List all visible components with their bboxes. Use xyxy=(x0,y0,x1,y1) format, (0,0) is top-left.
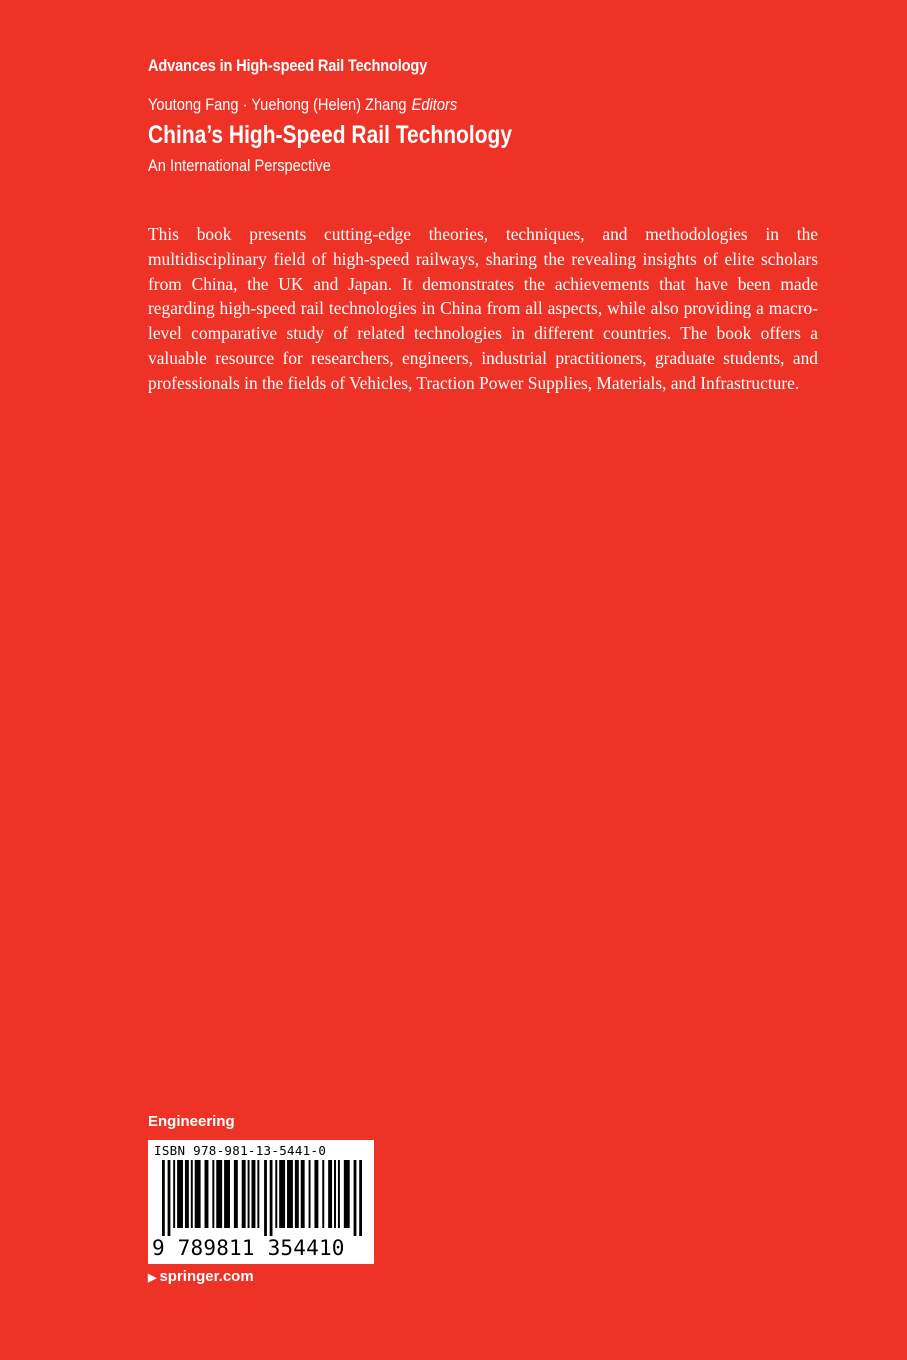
barcode-bar xyxy=(309,1160,311,1228)
barcode-bar xyxy=(270,1160,273,1236)
barcode-bar xyxy=(195,1160,201,1228)
book-description: This book presents cutting-edge theories, techniques, and methodologies in the multidisciplinary field of high-speed railways, sharing the revealing insights of elite scholars from China, the UK and Japan. It demonstrates the achievements that have been made regarding high-speed rail technologies in China from all aspects, while also providing a macro-level comparative study of related technologies in different countries. The book offers a valuable resource for researchers, engineers, industrial practitioners, graduate students, and professionals in the fields of Vehicles, Traction Power Supplies, Materials, and Infrastructure. xyxy=(148,224,818,393)
barcode-bar xyxy=(279,1160,285,1228)
barcode-bar xyxy=(359,1160,362,1236)
barcode-bar xyxy=(295,1160,299,1228)
subject-category: Engineering xyxy=(148,1113,235,1130)
editor-names: Youtong Fang · Yuehong (Helen) Zhang xyxy=(148,95,407,114)
barcode-bar xyxy=(287,1160,293,1228)
barcode-bar xyxy=(344,1160,350,1228)
barcode-bar xyxy=(301,1160,305,1228)
barcode-bar xyxy=(328,1160,332,1228)
book-subtitle: An International Perspective xyxy=(148,156,331,175)
book-title: China’s High-Speed Rail Technology xyxy=(148,121,513,149)
barcode-bar xyxy=(185,1160,189,1228)
barcode-bar xyxy=(242,1160,246,1228)
barcode-bar xyxy=(252,1160,256,1228)
publisher-url: springer.com xyxy=(159,1268,254,1285)
editors-role: Editors xyxy=(411,95,458,114)
isbn-label: ISBN 978-981-13-5441-0 xyxy=(154,1143,327,1158)
barcode-bar xyxy=(338,1160,340,1228)
barcode-bar xyxy=(177,1160,183,1228)
barcode-bar xyxy=(354,1160,357,1236)
barcode-bar xyxy=(234,1160,238,1228)
barcode-bar xyxy=(168,1160,171,1236)
barcode-bar xyxy=(248,1160,250,1228)
barcode-bar xyxy=(275,1160,277,1228)
barcode-bar xyxy=(264,1160,267,1236)
barcode-bars xyxy=(162,1160,362,1236)
editors-line xyxy=(148,95,457,115)
barcode-bar xyxy=(314,1160,318,1228)
barcode-bar xyxy=(334,1160,336,1228)
barcode-bar xyxy=(257,1160,259,1228)
barcode-bar xyxy=(205,1160,209,1228)
barcode-bar xyxy=(191,1160,193,1228)
arrow-right-icon: ▶ xyxy=(148,1272,157,1284)
ean-digits: 9 789811 354410 xyxy=(152,1236,345,1260)
publisher-link[interactable] xyxy=(148,1268,254,1285)
barcode-bar xyxy=(216,1160,222,1228)
barcode-bar xyxy=(212,1160,214,1228)
barcode-bar xyxy=(322,1160,324,1228)
series-title: Advances in High-speed Rail Technology xyxy=(148,56,428,75)
isbn-barcode xyxy=(148,1140,374,1264)
barcode-bar xyxy=(162,1160,165,1236)
barcode-bar xyxy=(173,1160,175,1228)
barcode-bar xyxy=(224,1160,230,1228)
